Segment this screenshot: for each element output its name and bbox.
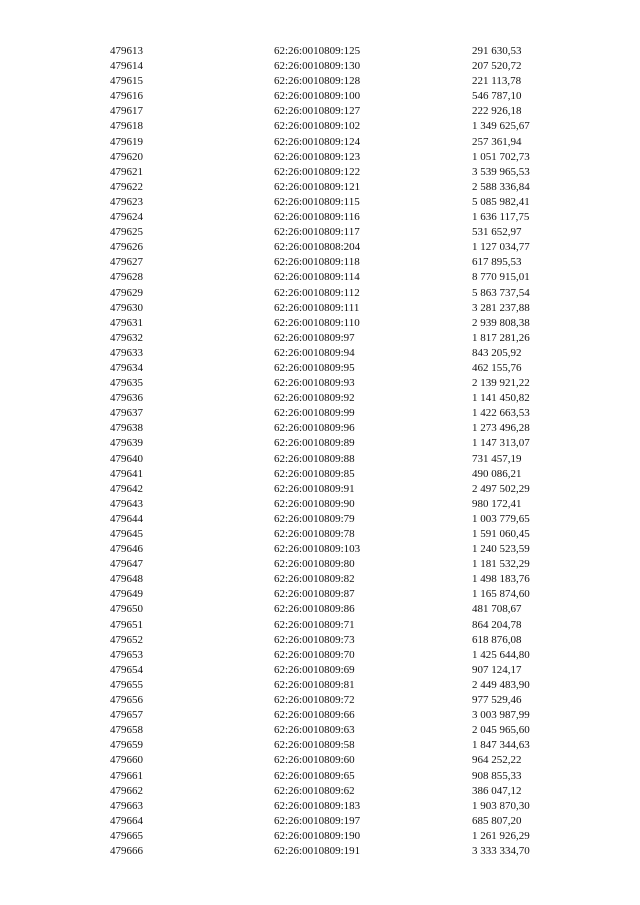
cadastral-number: 62:26:0010809:110	[274, 316, 360, 329]
table-row	[0, 769, 640, 784]
cadastral-value: 843 205,92	[472, 346, 522, 359]
cadastral-value: 5 863 737,54	[472, 286, 530, 299]
cadastral-number: 62:26:0010809:125	[274, 45, 361, 57]
cadastral-value: 8 770 915,01	[472, 271, 530, 284]
table-row	[0, 723, 640, 738]
row-number: 479622	[110, 180, 143, 193]
table-row	[0, 542, 640, 557]
cadastral-number: 62:26:0010809:89	[274, 437, 355, 450]
cadastral-number: 62:26:0010809:99	[274, 407, 355, 420]
cadastral-value: 1 181 532,29	[472, 558, 530, 571]
row-number: 479653	[110, 648, 143, 661]
table-row	[0, 452, 640, 467]
cadastral-number: 62:26:0010809:73	[274, 633, 355, 646]
cadastral-value: 2 497 502,29	[472, 482, 530, 495]
cadastral-value: 1 591 060,45	[472, 528, 530, 540]
cadastral-value: 2 045 965,60	[472, 724, 530, 737]
row-number: 479613	[110, 45, 143, 57]
row-number: 479649	[110, 588, 143, 601]
table-row	[0, 693, 640, 708]
row-number: 479659	[110, 739, 143, 752]
row-number: 479614	[110, 60, 143, 73]
cadastral-number: 62:26:0010809:183	[274, 799, 361, 812]
row-number: 479628	[110, 271, 143, 284]
cadastral-value: 907 124,17	[472, 663, 522, 676]
row-number: 479621	[110, 165, 143, 178]
row-number: 479657	[110, 709, 143, 722]
cadastral-value: 1 847 344,63	[472, 739, 530, 752]
cadastral-number: 62:26:0010809:81	[274, 678, 355, 691]
row-number: 479643	[110, 497, 143, 510]
row-number: 479638	[110, 422, 143, 435]
cadastral-number: 62:26:0010809:70	[274, 648, 355, 661]
cadastral-number: 62:26:0010809:92	[274, 392, 355, 405]
cadastral-value: 2 588 336,84	[472, 180, 530, 193]
row-number: 479650	[110, 603, 143, 616]
row-number: 479656	[110, 694, 143, 707]
cadastral-number: 62:26:0010809:88	[274, 452, 355, 465]
cadastral-number: 62:26:0010809:80	[274, 558, 355, 571]
row-number: 479652	[110, 633, 143, 646]
cadastral-number: 62:26:0010809:197	[274, 814, 361, 827]
cadastral-number: 62:26:0010809:117	[274, 226, 360, 239]
cadastral-value: 1 165 874,60	[472, 588, 530, 601]
cadastral-number: 62:26:0010809:85	[274, 467, 355, 480]
cadastral-value: 1 141 450,82	[472, 392, 530, 405]
cadastral-number: 62:26:0010809:118	[274, 256, 360, 269]
row-number: 479663	[110, 799, 143, 812]
row-number: 479639	[110, 437, 143, 450]
cadastral-number: 62:26:0010809:94	[274, 346, 355, 359]
cadastral-number: 62:26:0010809:71	[274, 618, 355, 631]
cadastral-number: 62:26:0010809:97	[274, 331, 355, 344]
table-row	[0, 618, 640, 633]
row-number: 479632	[110, 331, 143, 344]
cadastral-number: 62:26:0010809:91	[274, 482, 355, 495]
cadastral-value: 1 636 117,75	[472, 211, 530, 224]
cadastral-value: 1 817 281,26	[472, 331, 530, 344]
cadastral-value: 1 498 183,76	[472, 573, 530, 586]
table-row	[0, 119, 640, 134]
cadastral-value: 964 252,22	[472, 754, 522, 767]
cadastral-value: 3 333 334,70	[472, 844, 530, 857]
cadastral-number: 62:26:0010809:128	[274, 75, 361, 88]
cadastral-value: 546 787,10	[472, 90, 522, 103]
row-number: 479631	[110, 316, 143, 329]
cadastral-value: 291 630,53	[472, 45, 522, 57]
row-number: 479625	[110, 226, 143, 239]
cadastral-value: 222 926,18	[472, 105, 522, 118]
row-number: 479630	[110, 301, 143, 314]
row-number: 479634	[110, 361, 143, 374]
row-number: 479620	[110, 150, 143, 163]
cadastral-number: 62:26:0010809:103	[274, 543, 361, 556]
table-row	[0, 104, 640, 119]
cadastral-number: 62:26:0010809:111	[274, 301, 360, 314]
cadastral-number: 62:26:0010809:96	[274, 422, 355, 435]
table-row	[0, 844, 640, 859]
cadastral-value: 2 939 808,38	[472, 316, 530, 329]
row-number: 479619	[110, 135, 143, 148]
cadastral-value: 207 520,72	[472, 60, 522, 73]
table-row	[0, 180, 640, 195]
table-row	[0, 799, 640, 814]
row-number: 479623	[110, 195, 143, 208]
cadastral-value: 864 204,78	[472, 618, 522, 631]
row-number: 479618	[110, 120, 143, 133]
cadastral-number: 62:26:0010809:63	[274, 724, 355, 737]
table-row	[0, 708, 640, 723]
table-row	[0, 527, 640, 542]
cadastral-number: 62:26:0010809:93	[274, 377, 355, 390]
table-row	[0, 406, 640, 421]
table-row	[0, 648, 640, 663]
row-number: 479661	[110, 769, 143, 782]
cadastral-number: 62:26:0010809:87	[274, 588, 355, 601]
cadastral-number: 62:26:0010809:65	[274, 769, 355, 782]
cadastral-value: 3 539 965,53	[472, 165, 530, 178]
row-number: 479641	[110, 467, 143, 480]
cadastral-value: 685 807,20	[472, 814, 522, 827]
row-number: 479660	[110, 754, 143, 767]
cadastral-number: 62:26:0010809:102	[274, 120, 361, 133]
table-row	[0, 150, 640, 165]
data-table	[0, 44, 640, 859]
cadastral-number: 62:26:0010809:114	[274, 271, 360, 284]
table-row	[0, 240, 640, 255]
cadastral-value: 731 457,19	[472, 452, 522, 465]
table-row	[0, 663, 640, 678]
cadastral-number: 62:26:0010809:115	[274, 195, 360, 208]
cadastral-number: 62:26:0010809:79	[274, 512, 355, 525]
row-number: 479617	[110, 105, 143, 118]
cadastral-number: 62:26:0010809:58	[274, 739, 355, 752]
cadastral-number: 62:26:0010809:123	[274, 150, 361, 163]
cadastral-number: 62:26:0010809:62	[274, 784, 355, 797]
table-row	[0, 195, 640, 210]
row-number: 479655	[110, 678, 143, 691]
row-number: 479640	[110, 452, 143, 465]
cadastral-value: 1 425 644,80	[472, 648, 530, 661]
row-number: 479626	[110, 241, 143, 254]
cadastral-value: 462 155,76	[472, 361, 522, 374]
cadastral-number: 62:26:0010809:112	[274, 286, 360, 299]
table-row	[0, 829, 640, 844]
table-row	[0, 361, 640, 376]
row-number: 479615	[110, 75, 143, 88]
row-number: 479647	[110, 558, 143, 571]
cadastral-number: 62:26:0010809:86	[274, 603, 355, 616]
table-row	[0, 572, 640, 587]
table-row	[0, 391, 640, 406]
table-row	[0, 225, 640, 240]
row-number: 479635	[110, 377, 143, 390]
table-row	[0, 436, 640, 451]
table-row	[0, 89, 640, 104]
table-row	[0, 602, 640, 617]
row-number: 479664	[110, 814, 143, 827]
cadastral-number: 62:26:0010809:90	[274, 497, 355, 510]
cadastral-value: 980 172,41	[472, 497, 522, 510]
row-number: 479644	[110, 512, 143, 525]
cadastral-number: 62:26:0010808:204	[274, 241, 361, 254]
cadastral-value: 1 147 313,07	[472, 437, 530, 450]
cadastral-value: 618 876,08	[472, 633, 522, 646]
table-row	[0, 286, 640, 301]
cadastral-value: 3 003 987,99	[472, 709, 530, 722]
table-row	[0, 753, 640, 768]
table-row	[0, 346, 640, 361]
row-number: 479642	[110, 482, 143, 495]
cadastral-value: 5 085 982,41	[472, 195, 530, 208]
cadastral-number: 62:26:0010809:69	[274, 663, 355, 676]
table-row	[0, 467, 640, 482]
cadastral-value: 1 127 034,77	[472, 241, 530, 254]
cadastral-value: 1 003 779,65	[472, 512, 530, 525]
row-number: 479637	[110, 407, 143, 420]
table-row	[0, 255, 640, 270]
cadastral-value: 1 261 926,29	[472, 829, 530, 842]
row-number: 479651	[110, 618, 143, 631]
row-number: 479648	[110, 573, 143, 586]
table-row	[0, 557, 640, 572]
cadastral-value: 1 903 870,30	[472, 799, 530, 812]
table-row	[0, 74, 640, 89]
table-row	[0, 784, 640, 799]
table-row	[0, 421, 640, 436]
table-row	[0, 587, 640, 602]
table-row	[0, 59, 640, 74]
table-row	[0, 210, 640, 225]
cadastral-value: 1 240 523,59	[472, 543, 530, 556]
row-number: 479646	[110, 543, 143, 556]
cadastral-value: 1 051 702,73	[472, 150, 530, 163]
cadastral-number: 62:26:0010809:60	[274, 754, 355, 767]
cadastral-number: 62:26:0010809:66	[274, 709, 355, 722]
table-row	[0, 135, 640, 150]
table-row	[0, 814, 640, 829]
cadastral-value: 908 855,33	[472, 769, 522, 782]
cadastral-number: 62:26:0010809:124	[274, 135, 361, 148]
table-row	[0, 678, 640, 693]
table-row	[0, 376, 640, 391]
cadastral-number: 62:26:0010809:130	[274, 60, 361, 73]
cadastral-value: 1 422 663,53	[472, 407, 530, 420]
row-number: 479629	[110, 286, 143, 299]
table-row	[0, 165, 640, 180]
cadastral-number: 62:26:0010809:78	[274, 528, 355, 540]
cadastral-number: 62:26:0010809:122	[274, 165, 361, 178]
table-row	[0, 270, 640, 285]
row-number: 479627	[110, 256, 143, 269]
cadastral-number: 62:26:0010809:82	[274, 573, 355, 586]
cadastral-value: 481 708,67	[472, 603, 522, 616]
table-row	[0, 633, 640, 648]
row-number: 479633	[110, 346, 143, 359]
cadastral-number: 62:26:0010809:127	[274, 105, 361, 118]
cadastral-value: 2 139 921,22	[472, 377, 530, 390]
table-row	[0, 44, 640, 59]
table-row	[0, 301, 640, 316]
table-row	[0, 316, 640, 331]
row-number: 479654	[110, 663, 143, 676]
cadastral-value: 617 895,53	[472, 256, 522, 269]
table-row	[0, 512, 640, 527]
cadastral-value: 257 361,94	[472, 135, 522, 148]
cadastral-value: 221 113,78	[472, 75, 522, 88]
row-number: 479636	[110, 392, 143, 405]
cadastral-number: 62:26:0010809:116	[274, 211, 360, 224]
row-number: 479662	[110, 784, 143, 797]
table-row	[0, 331, 640, 346]
cadastral-value: 490 086,21	[472, 467, 522, 480]
cadastral-number: 62:26:0010809:95	[274, 361, 355, 374]
cadastral-value: 977 529,46	[472, 694, 522, 707]
row-number: 479624	[110, 211, 143, 224]
cadastral-number: 62:26:0010809:191	[274, 844, 361, 857]
table-row	[0, 497, 640, 512]
cadastral-value: 3 281 237,88	[472, 301, 530, 314]
cadastral-number: 62:26:0010809:72	[274, 694, 355, 707]
row-number: 479666	[110, 844, 143, 857]
table-row	[0, 738, 640, 753]
cadastral-number: 62:26:0010809:121	[274, 180, 361, 193]
cadastral-number: 62:26:0010809:190	[274, 829, 361, 842]
cadastral-value: 531 652,97	[472, 226, 522, 239]
cadastral-number: 62:26:0010809:100	[274, 90, 361, 103]
cadastral-value: 386 047,12	[472, 784, 522, 797]
row-number: 479665	[110, 829, 143, 842]
row-number: 479658	[110, 724, 143, 737]
row-number: 479645	[110, 528, 143, 540]
cadastral-value: 2 449 483,90	[472, 678, 530, 691]
row-number: 479616	[110, 90, 143, 103]
table-row	[0, 482, 640, 497]
cadastral-value: 1 273 496,28	[472, 422, 530, 435]
cadastral-value: 1 349 625,67	[472, 120, 530, 133]
